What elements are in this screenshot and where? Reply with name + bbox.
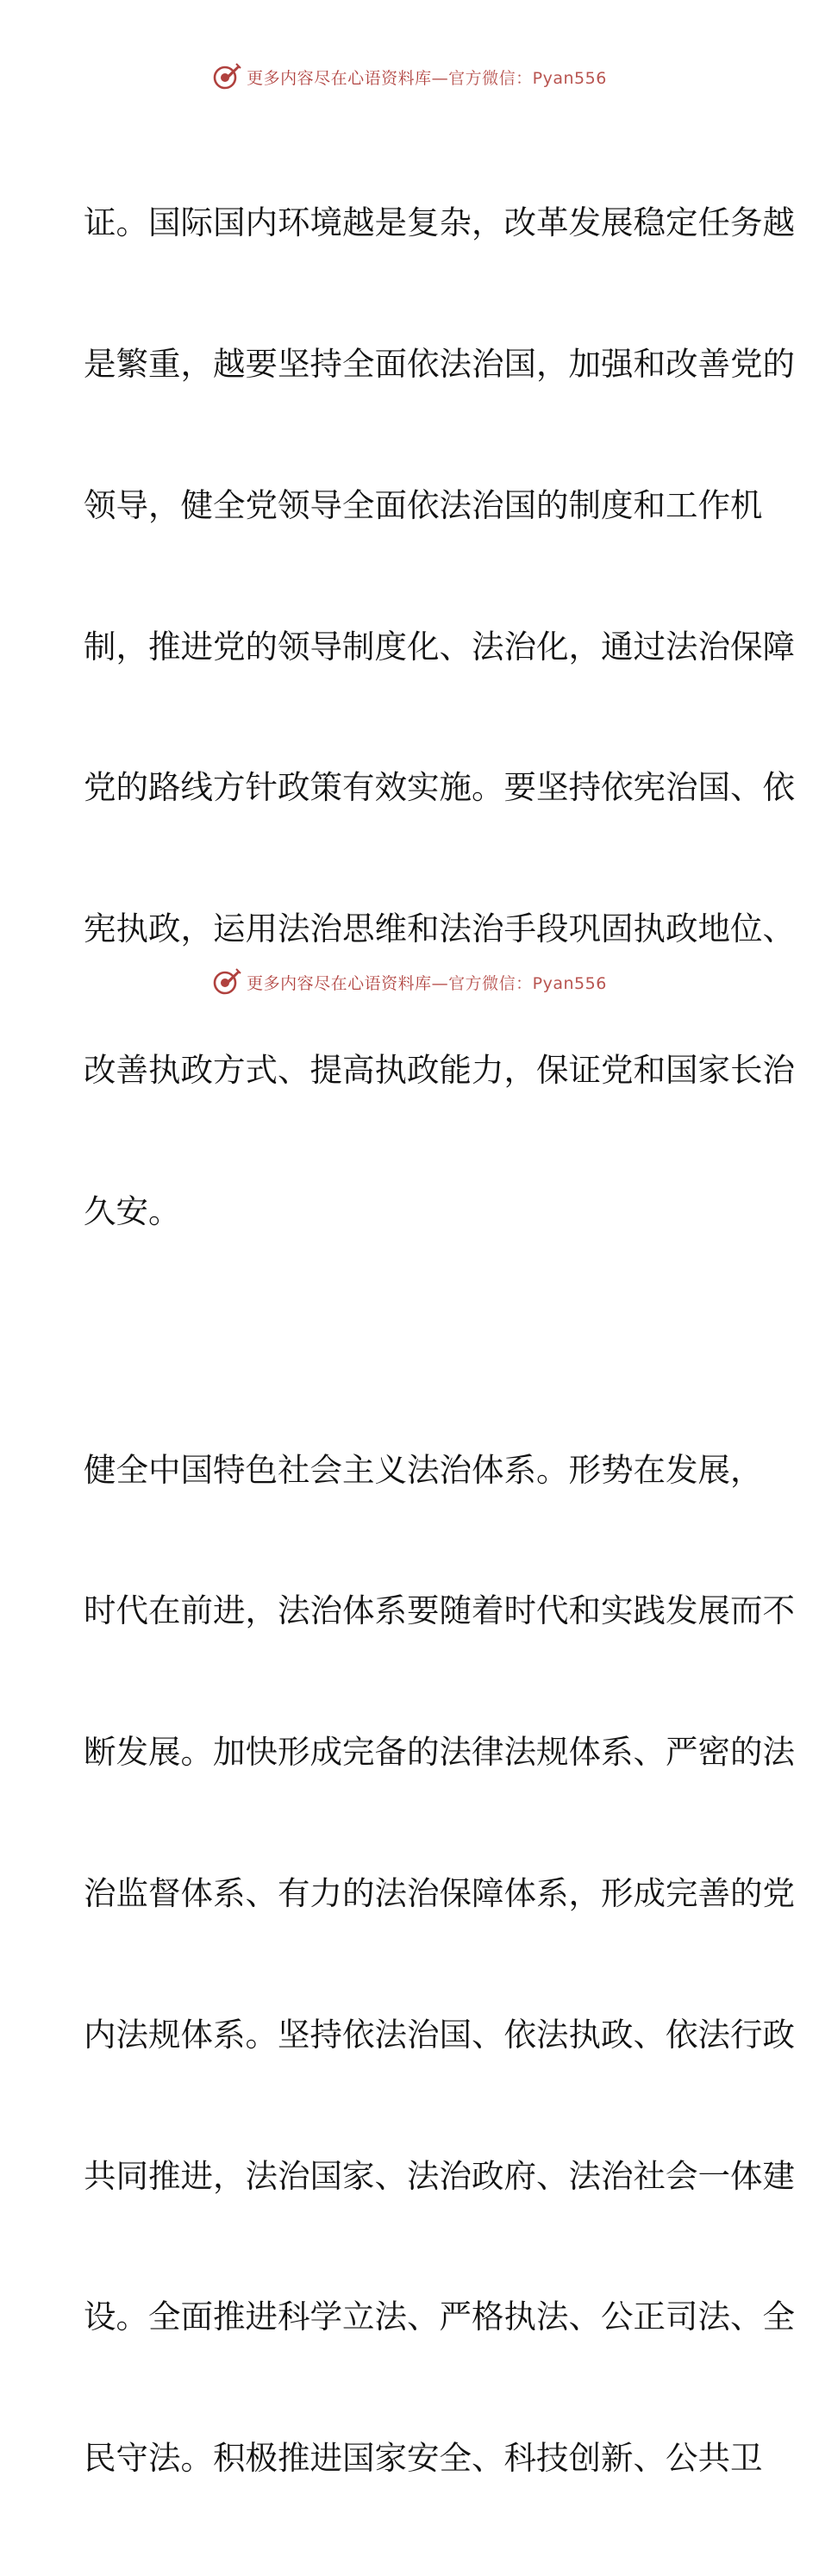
paragraph-line: 是繁重，越要坚持全面依法治国，加强和改善党的 [84,344,795,383]
footer-banner [0,967,819,997]
pen-logo-icon [212,62,241,91]
pen-logo-icon [212,967,241,997]
header-banner-main: 更多内容尽在心语资料库— [247,68,449,88]
footer-banner-text [247,971,607,994]
header-banner-wechat: 官方微信：Pyan556 [448,68,607,88]
paragraph-line: 内法规体系。坚持依法治国、依法执政、依法行政 [84,2015,795,2054]
paragraph-line: 设。全面推进科学立法、严格执法、公正司法、全 [84,2298,795,2336]
paragraph-line: 制，推进党的领导制度化、法治化，通过法治保障 [84,627,795,666]
paragraph-line: 断发展。加快形成完备的法律法规体系、严密的法 [84,1733,795,1772]
paragraph-line: 宪执政，运用法治思维和法治手段巩固执政地位、 [84,910,795,948]
paragraph-line: 证。国际国内环境越是复杂，改革发展稳定任务越 [84,203,795,242]
paragraph-line: 治监督体系、有力的法治保障体系，形成完善的党 [84,1873,795,1912]
paragraph-line: 党的路线方针政策有效实施。要坚持依宪治国、依 [84,768,795,807]
paragraph-line: 改善执政方式、提高执政能力，保证党和国家长治 [84,1050,795,1089]
header-banner-text [247,66,607,89]
header-banner [0,62,819,91]
paragraph-line: 共同推进，法治国家、法治政府、法治社会一体建 [84,2156,795,2195]
document-body [84,105,795,2576]
paragraph-1 [84,105,795,1329]
paragraph-line: 健全中国特色社会主义法治体系。形势在发展， [84,1450,763,1489]
footer-banner-main: 更多内容尽在心语资料库— [247,973,449,993]
paragraph-line: 民守法。积极推进国家安全、科技创新、公共卫 [84,2439,763,2478]
paragraph-2 [84,1352,795,2575]
paragraph-line: 时代在前进，法治体系要随着时代和实践发展而不 [84,1591,795,1630]
paragraph-line: 久安。 [84,1191,181,1230]
paragraph-line: 领导，健全党领导全面依法治国的制度和工作机 [84,485,763,524]
footer-banner-wechat: 官方微信：Pyan556 [448,973,607,993]
